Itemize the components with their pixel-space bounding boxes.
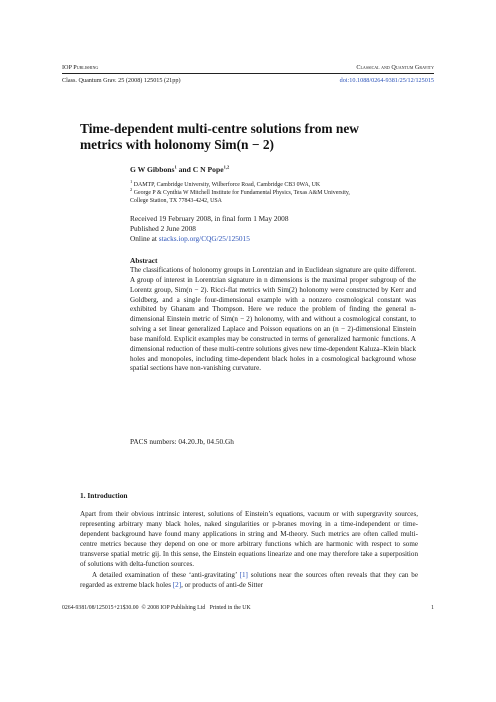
reference-2-link[interactable]: [2] (172, 581, 182, 590)
abstract-heading: Abstract (130, 256, 158, 265)
reference-1-link[interactable]: [1] (239, 571, 248, 579)
affiliation-2-line-1: George P & Cynthia W Mitchell Institute for Fundamental Physics, Texas A&M University, (133, 190, 350, 196)
affiliation-1-mark: 1 (130, 179, 133, 185)
abstract-text: The classifications of holonomy groups in Lorentzian and in Euclidean signature are quite different. A group of interest in Lorentzian signature in n dimensions is the maximal proper subgroup of the Lorentz group, Sim(n − 2). Ricci-flat metrics with Sim(2) holonomy were constructed by Kerr and Goldberg, and a single four-dimensional example with a nonzero cosmological constant was exhibited by Ghanam and Thompson. Here we reduce the problem of finding the general n-dimensional Einstein metric of Sim(n − 2) holonomy, with and without a cosmological constant, to solving a set linear generalized Laplace and Poisson equations on an (n − 2)-dimensional Einstein base manifold. Explicit examples may be constructed in terms of generalized harmonic functions. A dimensional reduction of these multi-centre solutions gives new time-dependent Kaluza–Klein black holes and monopoles, including time-dependent black holes in a cosmological background whose spatial sections have non-vanishing curvature. (130, 266, 416, 373)
title-line-1: Time-dependent multi-centre solutions from new (80, 121, 359, 136)
page-number: 1 (431, 605, 434, 611)
author-2-affiliation-mark: 1,2 (223, 164, 230, 170)
published-date: Published 2 June 2008 (130, 224, 196, 233)
affiliation-2 (130, 187, 430, 205)
author-gibbons: G W Gibbons (130, 165, 175, 174)
footer-issn: 0264-9381/08/125015+21$30.00 (62, 605, 139, 611)
publisher-name: IOP Publishing (62, 64, 99, 71)
header-rule (62, 73, 434, 74)
affiliation-1-text: DAMTP, Cambridge University, Wilberforce Road, Cambridge CB3 0WA, UK (133, 182, 321, 188)
footer-printed: Printed in the UK (209, 605, 251, 611)
author-pope: C N Pope (192, 165, 224, 174)
intro-paragraph-2 (80, 570, 418, 590)
article-title (80, 121, 410, 153)
affiliation-2-mark: 2 (130, 187, 133, 193)
doi-link[interactable]: doi:10.1088/0264-9381/25/12/125015 (339, 77, 434, 84)
author-1-affiliation-mark: 1 (174, 164, 177, 170)
title-line-2: metrics with holonomy Sim(n − 2) (80, 137, 274, 152)
journal-name: Classical and Quantum Gravity (356, 64, 434, 71)
received-date: Received 19 February 2008, in final form 1 May 2008 (130, 214, 289, 223)
para2-text-c: , or products of anti-de Sitter (181, 581, 264, 590)
para2-text-a: A detailed examination of these ‘anti-gravitating’ (92, 571, 237, 579)
author-list (130, 165, 229, 174)
online-at (130, 234, 250, 244)
intro-paragraph-1: Apart from their obvious intrinsic interest, solutions of Einstein’s equations, vacuum or with supergravity sources, representing arbitrary many black holes, naked singularities or p-branes moving in a time-independent or time-dependent background have found many applications in string and M-theory. Such metrics are often called multi-centre metrics because they depend on one or more arbitrary functions which are harmonic with respect to some transverse spatial metric gij. In this sense, the Einstein equations linearize and one may therefore take a superposition of solutions with delta-function sources. (80, 510, 418, 569)
section-heading: 1. Introduction (80, 491, 128, 500)
pacs-numbers: PACS numbers: 04.20.Jb, 04.50.Gh (130, 437, 234, 446)
online-link[interactable]: stacks.iop.org/CQG/25/125015 (158, 234, 250, 243)
citation: Class. Quantum Grav. 25 (2008) 125015 (21pp) (62, 77, 181, 84)
footer-left (62, 605, 251, 611)
footer-copyright: © 2008 IOP Publishing Ltd (141, 605, 206, 611)
author-separator: and (178, 165, 191, 174)
affiliation-2-line-2: College Station, TX 77843-4242, USA (130, 197, 222, 204)
para2-text-b: solutions near the sources often reveals that they can be regarded as extreme black holes (80, 571, 418, 590)
online-prefix: Online at (130, 234, 157, 243)
